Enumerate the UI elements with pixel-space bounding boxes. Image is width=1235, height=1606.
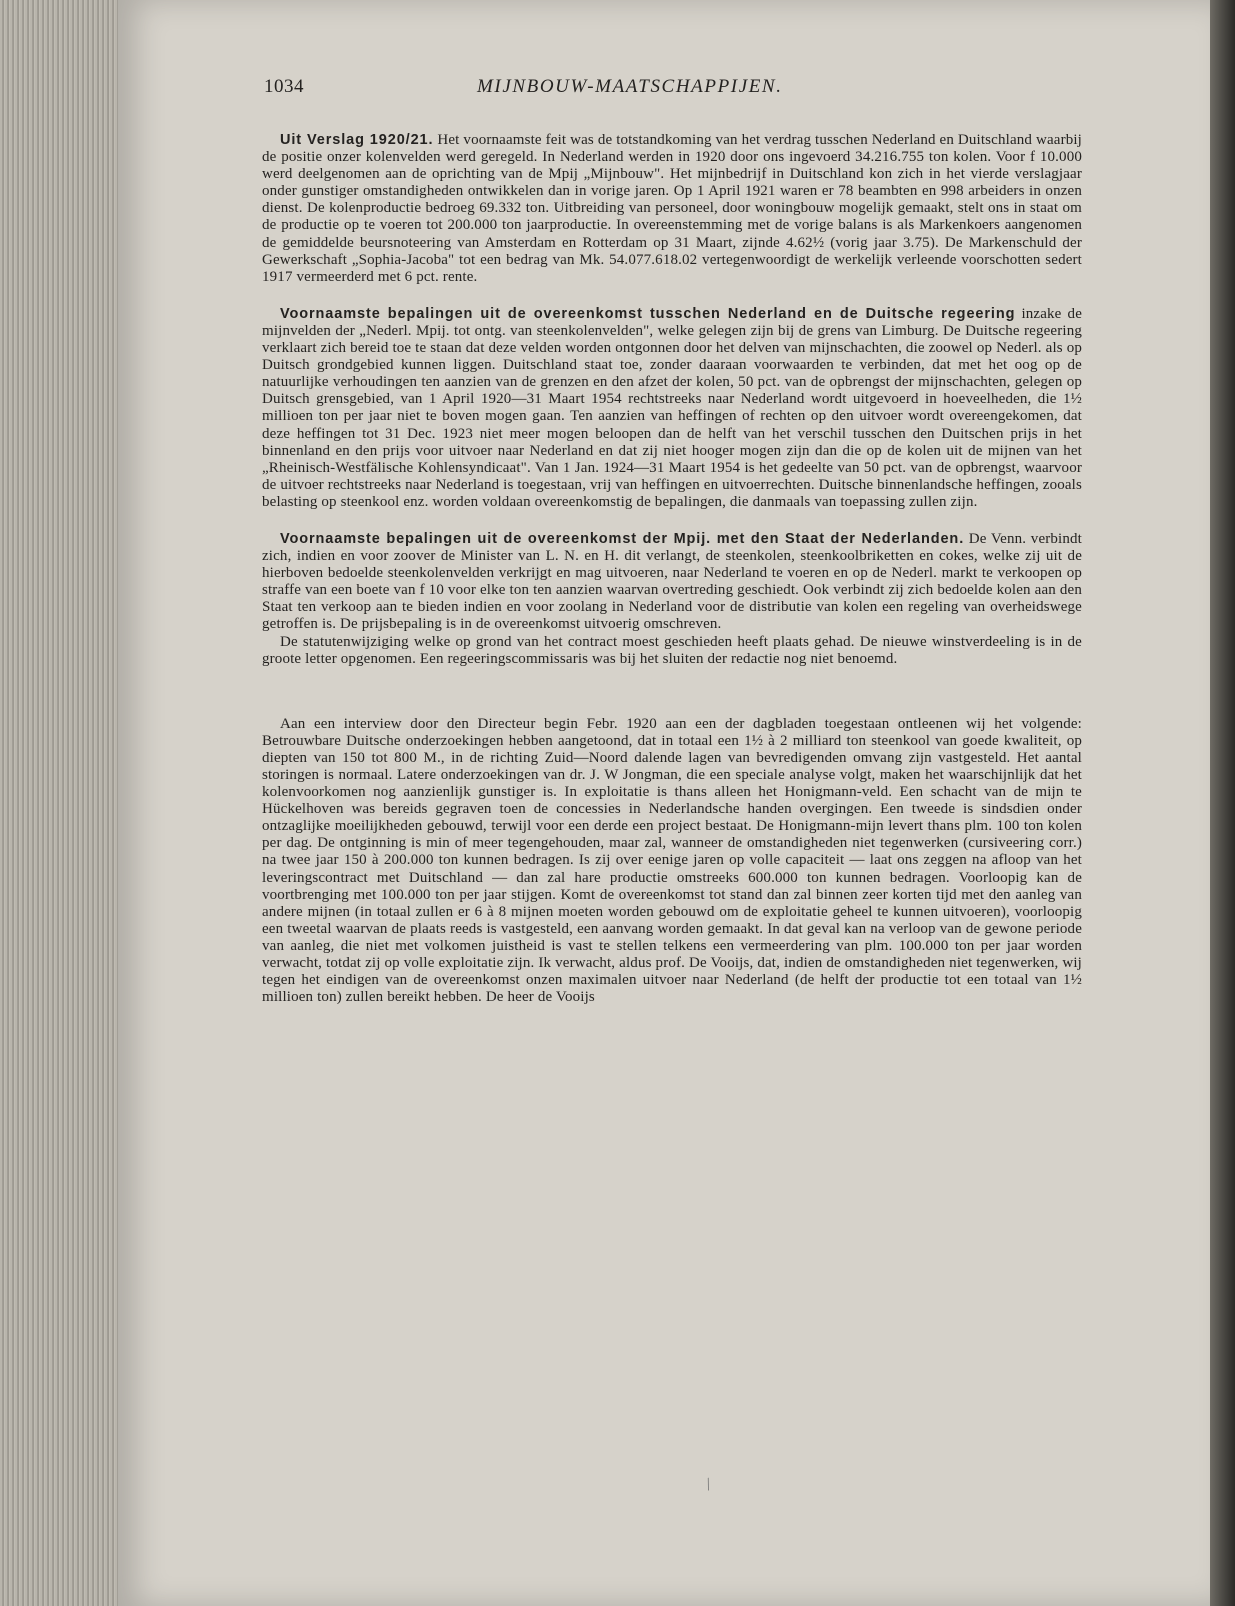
section-heading: Uit Verslag 1920/21. [280,132,434,148]
section-paragraph [262,132,1082,286]
section-text: De Venn. verbindt zich, indien en voor zoover de Minister van L. N. en H. dit verlangt, de steenkolen, steenkoolbriketten en cokes, welke zij uit de hierboven bedoelde steenkolenvelden verkrijgt en mag uitvoeren, naar Nederland te voeren en op de Nederl. markt te verkoopen op straffe van een boete van f 10 voor elke ton ten aanzien waarvan overtreding geschiedt. Ook verbindt zij zich bedoelde kolen aan den Staat ten verkoop aan te bieden indien en voor zoolang in Nederland voor de distributie van kolen een regeling van overheidswege getroffen is. De prijsbepaling is in de overeenkomst uitvoerig omschreven. [262,530,1082,633]
section-verslag [262,132,1082,286]
section-heading: Voornaamste bepalingen uit de overeenkomst tusschen Nederland en de Duitsche regeering [280,305,1016,322]
section-overeenkomst-duitschland [262,306,1082,511]
section-text: Het voornaamste feit was de totstandkoming van het verdrag tusschen Nederland en Duitschland waarbij de positie onzer kolenvelden werd geregeld. In Nederland werden in 1920 door ons ingevoerd 34.216.755 ton kolen. Voor f 10.000 werd deelgenomen aan de oprichting van de Mpij „Mijnbouw". Het mijnbedrijf in Duitschland kon zich in het vierde verslagjaar onder gunstiger omstandigheden ontwikkelen dan in vorige jaren. Op 1 April 1921 waren er 78 beambten en 998 arbeiders in onzen dienst. De kolenproductie bedroeg 69.332 ton. Uitbreiding van personeel, door woningbouw mogelijk gemaakt, stelt ons in staat om de productie op te voeren tot 200.000 ton jaarproductie. In overeenstemming met de vorige balans is als Markenkoers aangenomen de gemiddelde beursnoteering van Amsterdam en Rotterdam op 31 Maart, zijnde 4.62½ (vorig jaar 3.75). De Markenschuld der Gewerkschaft „Sophia-Jacoba" tot een bedrag van Mk. 54.077.618.02 vertegenwoordigt de werkelijk verleende voorschotten sedert 1917 vermeerderd met 6 pct. rente. [262,132,1082,285]
book-binding-edge [1210,0,1235,1606]
section-overeenkomst-staat [262,531,1082,668]
page-number: 1034 [264,76,304,97]
section-paragraph [262,306,1082,511]
section-paragraph-continued: De statutenwijziging welke op grond van het contract moest geschieden heeft plaats gehad. De nieuwe winstverdeeling is in de groote letter opgenomen. Een regeeringscommissaris was bij het sluiten der redactie nog niet benoemd. [262,633,1082,667]
section-heading: Voornaamste bepalingen uit de overeenkomst der Mpij. met den Staat der Nederlanden. [280,530,965,547]
pencil-mark: / [702,1473,715,1495]
section-paragraph [262,531,1082,634]
page-content [262,72,1082,1026]
interview-paragraph: Aan een interview door den Directeur begin Febr. 1920 aan een der dagbladen toegestaan ontleenen wij het volgende: Betrouwbare Duitsche onderzoekingen hebben aangetoond, dat in totaal een 1½ à 2 milliard ton steenkool van goede kwaliteit, op diepten van 150 tot 800 M., in de richting Zuid—Noord dalende lagen van bevredigenden omvang zijn vastgesteld. Het aantal storingen is normaal. Latere onderzoekingen van dr. J. W Jongman, die een speciale analyse volgt, maken het waarschijnlijk dat het kolenvoorkomen nog aanzienlijk gunstiger is. In exploitatie is thans alleen het Honigmann-veld. Een schacht van de mijn te Hückelhoven was bereids gegraven toen de concessies in Nederlandsche handen overgingen. Een tweede is sindsdien onder ontzaglijke moeilijkheden gebouwd, terwijl voor een derde een project bestaat. De Honigmann-mijn levert thans plm. 100 ton kolen per dag. De ontginning is min of meer tegengehouden, maar zal, wanneer de omstandigheden niet tegenwerken (cursiveering corr.) na twee jaar 150 à 200.000 ton kunnen bedragen. Is zij over eenige jaren op volle capaciteit — laat ons zeggen na afloop van het leveringscontract met Duitschland — dan zal hare productie omstreeks 600.000 ton kunnen bedragen. Voorloopig kan de voortbrenging met 100.000 ton per jaar stijgen. Komt de overeenkomst tot stand dan zal binnen zeer korten tijd met den aanleg van andere mijnen (in totaal zullen er 6 à 8 mijnen moeten worden gebouwd om de exploitatie geheel te kunnen uitvoeren), voorloopig een tweetal waarvan de plaats reeds is vastgesteld, een aanvang worden gemaakt. In dat geval kan na verloop van de gewone periode van aanleg, die niet met volkomen juistheid is vast te stellen telkens een vermeerdering van plm. 100.000 ton per jaar worden verwacht, totdat zij op volle exploitatie zijn. Ik verwacht, aldus prof. De Vooijs, dat, indien de omstandigheden niet tegenwerken, wij tegen het eindigen van de overeenkomst onzen maximalen uitvoer naar Nederland (de helft der productie tot een totaal van 1½ millioen ton) zullen bereikt hebben. De heer de Vooijs [262,715,1082,1006]
section-spacer [262,688,1082,716]
running-head [262,72,1082,112]
section-text: inzake de mijnvelden der „Nederl. Mpij. tot ontg. van steenkolenvelden", welke gelegen zijn bij de grens van Limburg. De Duitsche regeering verklaart zich bereid toe te staan dat deze velden worden ontgonnen door het delven van mijnschachten, die zoowel op Nederl. als op Duitsch grondgebied kunnen liggen. Duitschland staat toe, zonder daaraan voorwaarden te verbinden, dat met het oog op de natuurlijke verhoudingen ten aanzien van de grenzen en den afzet der kolen, 50 pct. van de opbrengst der mijnschachten, gelegen op Duitsch grensgebied, van 1 April 1920—31 Maart 1954 rechtstreeks naar Nederland wordt uitgevoerd in hoeveelheden, die 1½ millioen ton per jaar niet te boven mogen gaan. Ten aanzien van heffingen of rechten op den uitvoer wordt overeengekomen, dat deze heffingen tot 31 Dec. 1923 niet meer mogen beloopen dan de helft van het verschil tusschen den Duitschen prijs in het binnenland en den prijs voor uitvoer naar Nederland en dat zij niet hooger mogen zijn dan die op de kolen uit de mijnen van het „Rheinisch-Westfälische Kohlensyndicaat". Van 1 Jan. 1924—31 Maart 1954 is het gedeelte van 50 pct. van de opbrengst, waarvoor de uitvoer rechtstreeks naar Nederland is toegestaan, vrij van heffingen en uitvoerrechten. Duitsche binnenlandsche heffingen, zooals belasting op steenkool enz. worden voldaan overeenkomstig de bepalingen, die danmaals van toepassing zullen zijn. [262,305,1083,510]
running-title: MIJNBOUW-MAATSCHAPPIJEN. [477,76,783,97]
section-interview [262,716,1082,1007]
